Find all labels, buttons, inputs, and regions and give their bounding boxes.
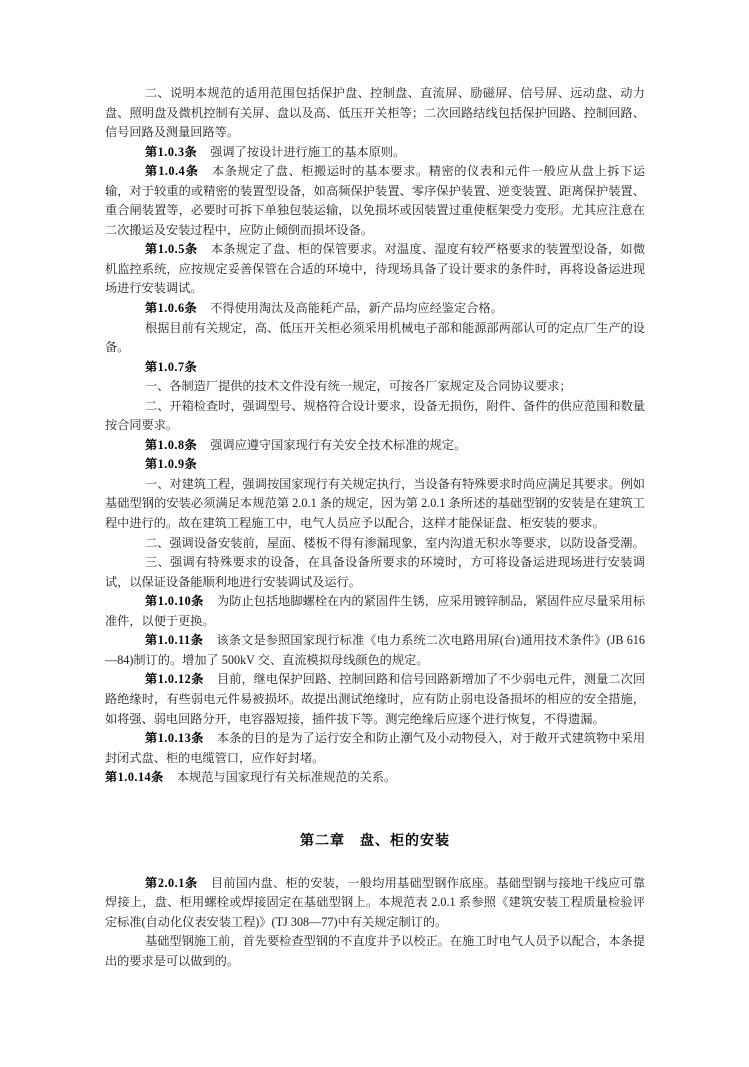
clause-paragraph: 第1.0.11条 该条文是参照国家现行标准《电力系统二次电路用屏(台)通用技术条件》(JB 616—84)制订的。增加了 500kV 交、直流模拟母线颜色的规定。 <box>105 633 645 667</box>
clause-paragraph <box>105 455 645 475</box>
clause-paragraph: 第1.0.12条 目前，继电保护回路、控制回路和信号回路新增加了不少弱电元件，测量二次回路绝缘时，有些弱电元件易被损坏。故提出测试绝缘时，应有防止弱电设备损坏的相应的安全措施，如将强、弱电回路分开，电容器短接，插件拔下等。测完绝缘后应逐个进行恢复，不得遗漏。 <box>105 672 646 726</box>
clause-number: 第1.0.7条 <box>145 359 198 374</box>
body-paragraph: 一、对建筑工程，强调按国家现行有关规定执行，当设备有特殊要求时尚应满足其要求。例如基础型钢的安装必须满足本规范第 2.0.1 条的规定，因为第 2.0.1 条所述的基础型钢的安装是在建筑工程中进行的。故在建筑工程施工中，电气人员应予以配合，这样才能保证盘、柜安装的要求。 <box>105 476 645 531</box>
clause-paragraph: 第1.0.3条 强调了按设计进行施工的基本原则。 <box>145 144 406 159</box>
clause-paragraph: 第1.0.4条 本条规定了盘、柜搬运时的基本要求。精密的仪表和元件一般应从盘上拆下运输，对于较重的或精密的装置型设备，如高频保护装置、零序保护装置、逆变装置、距离保护装置、重合闸装置等，必要时可拆下单独包装运输，以免损坏或因装置过重使框架受力变形。尤其应注意在二次搬运及安装过程中，应防止倾倒而损坏设备。 <box>105 164 646 237</box>
clause-number: 第1.0.11条 <box>145 633 204 648</box>
document-body <box>105 84 645 971</box>
clause-number: 第1.0.10条 <box>145 594 204 609</box>
clause-paragraph: 第1.0.10条 为防止包括地脚螺栓在内的紧固件生锈，应采用镀锌制品，紧固件应尽量采用标准件，以便于更换。 <box>105 594 646 628</box>
body-paragraph: 二、强调设备安装前，屋面、楼板不得有渗漏现象，室内沟道无积水等要求，以防设备受潮。 <box>145 535 645 550</box>
chapter-heading: 第二章 盘、柜的安装 <box>300 833 450 849</box>
clause-paragraph: 第1.0.13条 本条的目的是为了运行安全和防止潮气及小动物侵入，对于敞开式建筑物中采用封闭式盘、柜的电缆管口，应作好封堵。 <box>105 731 646 765</box>
clause-number: 第1.0.3条 <box>145 144 198 159</box>
clause-number: 第1.0.12条 <box>145 672 204 687</box>
clause-paragraph: 第1.0.6条 不得使用淘汰及高能耗产品，新产品均应经鉴定合格。 <box>145 301 503 316</box>
clause-paragraph: 第2.0.1条 目前国内盘、柜的安装，一般均用基础型钢作底座。基础型钢与接地干线应可靠焊接上，盘、柜用螺栓或焊接固定在基础型钢上。本规范表 2.0.1 系参照《建筑安装工程质量检验评定标准(自动化仪表安装工程)》(TJ 308—77)中有关规定制订的。 <box>105 875 646 929</box>
clause-number: 第1.0.14条 <box>105 770 164 785</box>
body-paragraph: 三、强调有特殊要求的设备，在具备设备所要求的环境时，方可将设备运进现场进行安装调试，以保证设备能顺利地进行安装调试及运行。 <box>105 555 645 589</box>
clause-number: 第1.0.4条 <box>145 164 199 179</box>
clause-number: 第1.0.5条 <box>145 242 198 257</box>
clause-number: 第1.0.13条 <box>145 731 204 746</box>
body-paragraph: 根据目前有关规定，高、低压开关柜必须采用机械电子部和能源部两部认可的定点厂生产的设备。 <box>105 320 645 355</box>
clause-number: 第1.0.9条 <box>145 457 198 472</box>
body-paragraph: 二、开箱检查时，强调型号、规格符合设计要求，设备无损伤，附件、备件的供应范围和数量按合同要求。 <box>105 398 645 433</box>
clause-number: 第2.0.1条 <box>145 875 198 890</box>
clause-paragraph: 第1.0.14条 本规范与国家现行有关标准规范的关系。 <box>105 770 397 785</box>
body-paragraph: 二、说明本规范的适用范围包括保护盘、控制盘、直流屏、励磁屏、信号屏、远动盘、动力盘、照明盘及微机控制有关屏、盘以及高、低压开关柜等；二次回路结线包括保护回路、控制回路、信号回路及测量回路等。 <box>105 86 645 140</box>
body-paragraph: 基础型钢施工前，首先要检查型钢的不直度并予以校正。在施工时电气人员予以配合，本条提出的要求是可以做到的。 <box>105 934 645 968</box>
clause-number: 第1.0.6条 <box>145 301 198 316</box>
body-paragraph: 一、各制造厂提供的技术文件没有统一规定，可按各厂家规定及合同协议要求； <box>145 379 572 394</box>
clause-paragraph: 第1.0.8条 强调应遵守国家现行有关安全技术标准的规定。 <box>145 437 467 452</box>
clause-paragraph <box>105 358 645 378</box>
clause-number: 第1.0.8条 <box>145 437 198 452</box>
clause-paragraph: 第1.0.5条 本条规定了盘、柜的保管要求。对温度、湿度有较严格要求的装置型设备，如微机监控系统，应按规定妥善保管在合适的环境中，待现场具备了设计要求的条件时，再将设备运进现场进行安装调试。 <box>105 242 646 296</box>
document-page <box>105 84 645 971</box>
